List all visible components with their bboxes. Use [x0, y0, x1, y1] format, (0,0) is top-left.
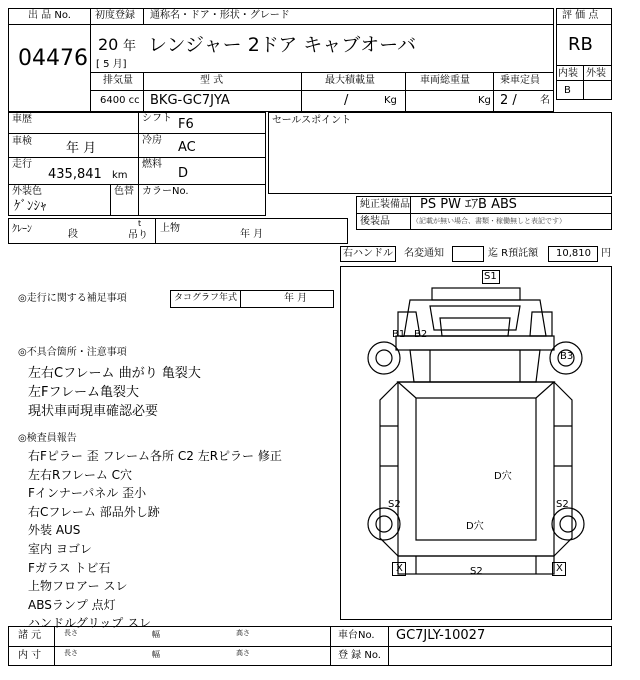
history-label: 車歴 — [12, 114, 32, 125]
reg-month: [ 5 月] — [96, 59, 127, 70]
exterior-label: 外装 — [586, 68, 606, 79]
yen: 円 — [601, 248, 611, 259]
gross-weight-label: 車両総重量 — [420, 75, 470, 86]
equipment-label: 純正装備品 — [360, 199, 410, 210]
tachograph-value: 年 月 — [284, 293, 308, 304]
inspector-line: 外装 AUS — [28, 523, 81, 538]
aftermarket-note: （記載が無い場合、書類・稼働無しと表記です） — [412, 217, 566, 225]
max-load-slash: / — [344, 93, 349, 108]
crane-hang: 吊り — [128, 230, 148, 241]
inspector-title: ◎検査員報告 — [18, 433, 77, 444]
equipment: PS PW ｴｱB ABS — [420, 197, 517, 212]
exterior-color: ｹﾞﾝｼｬ — [14, 199, 47, 214]
year-unit: 年 — [123, 39, 137, 54]
defect-line: 左右Cフレーム 曲がり 亀裂大 — [28, 366, 201, 381]
inner-length-label: 長さ — [64, 649, 78, 657]
reg-no-label: 登 録 No. — [338, 650, 381, 661]
chassis: GC7JLY-10027 — [396, 628, 486, 643]
mark-d-hole-2: D穴 — [466, 521, 484, 532]
max-load-unit: Kg — [384, 95, 397, 106]
steering: 右ハンドル — [343, 248, 393, 259]
inspection-value: 年 月 — [66, 141, 97, 156]
interior-score: B — [564, 85, 571, 96]
defect-line: 現状車両現車確認必要 — [28, 404, 159, 419]
defects-title: ◎不具合箇所・注意事項 — [18, 347, 127, 358]
mark-x-right-label: X — [556, 563, 563, 574]
inspector-line: 右Cフレーム 部品外し跡 — [28, 504, 160, 519]
score: RB — [568, 34, 593, 55]
first-reg-label: 初度登録 — [95, 10, 135, 21]
reg-year: 20 — [98, 35, 119, 54]
mileage-unit: km — [112, 170, 128, 181]
defects-list — [28, 362, 201, 419]
distance-label: 迄 R預託額 — [488, 248, 539, 259]
score-label: 評 価 点 — [562, 10, 599, 21]
crane-ton: t — [138, 219, 142, 228]
upper-value: 年 月 — [240, 229, 264, 240]
mark-x-left-label: X — [396, 563, 403, 574]
inner-width-label: 幅 — [152, 650, 160, 659]
car-name: レンジャー 2ドア キャブオーバ — [148, 34, 417, 56]
inspector-list — [28, 447, 282, 633]
mark-s2-bottom: S2 — [470, 566, 483, 577]
displacement-label: 排気量 — [103, 75, 133, 86]
inspector-line: ABSランプ 点灯 — [28, 597, 116, 612]
inspector-line: 右Fピラー 歪 フレーム各所 C2 左Rピラー 修正 — [28, 449, 282, 463]
model: BKG-GC7JYA — [150, 93, 230, 108]
name-change-label: 名変通知 — [404, 248, 444, 259]
crane-stage: 段 — [68, 229, 78, 240]
specs-block — [8, 112, 266, 216]
height-label: 高さ — [236, 629, 250, 637]
inner-label: 内 寸 — [18, 650, 42, 661]
model-label: 型 式 — [200, 75, 224, 86]
inspector-line: Fガラス トビ石 — [28, 560, 111, 575]
mark-d-hole-1: D穴 — [494, 471, 512, 482]
aftermarket-label: 後装品 — [360, 216, 390, 227]
supplement-title: ◎走行に関する補足事項 — [18, 293, 127, 304]
shift: F6 — [178, 117, 194, 132]
sales-point-label: セールスポイント — [272, 115, 352, 126]
mark-s2-left: S2 — [388, 499, 401, 510]
inspector-line: 上物フロアー スレ — [28, 579, 128, 594]
inspector-line: 左右Rフレーム C穴 — [28, 467, 133, 482]
inspector-line: Fインナーパネル 歪小 — [28, 486, 147, 501]
recycle-fee: 10,810 — [556, 248, 591, 259]
inspection-label: 車検 — [12, 136, 32, 147]
mileage-label: 走行 — [12, 159, 32, 170]
fuel: D — [178, 166, 189, 181]
inner-height-label: 高さ — [236, 649, 250, 657]
capacity-unit: 名 — [540, 95, 550, 106]
interior-label: 内装 — [558, 68, 578, 79]
fuel-label: 燃料 — [142, 159, 162, 170]
car-name-label: 通称名・ドア・形状・グレード — [150, 10, 290, 21]
color-change-label: 色替 — [114, 186, 134, 197]
width-label: 幅 — [152, 630, 160, 639]
exterior-color-label: 外装色 — [12, 186, 42, 197]
name-change-box — [452, 246, 484, 262]
mark-b1-label: B1 — [392, 329, 406, 340]
mark-b3-label: B3 — [560, 351, 574, 362]
capacity: 2 / — [500, 93, 517, 108]
max-load-label: 最大積載量 — [325, 75, 375, 86]
inspector-line: ハンドルグリップ スレ — [28, 616, 152, 631]
defect-line: 左Fフレーム亀裂大 — [28, 385, 139, 400]
length-label: 長さ — [64, 629, 78, 637]
displacement: 6400 cc — [100, 95, 140, 106]
crane-label: ｸﾚｰﾝ — [12, 224, 32, 235]
upper-label: 上物 — [160, 223, 180, 234]
shift-label: シフト — [142, 113, 172, 124]
aircon-label: 冷房 — [142, 135, 162, 146]
dimensions-label: 諸 元 — [18, 630, 42, 641]
aircon: AC — [178, 140, 196, 155]
lot-no-label: 出 品 No. — [28, 10, 71, 21]
mark-s2-right: S2 — [556, 499, 569, 510]
chassis-label: 車台No. — [338, 630, 375, 641]
mileage: 435,841 — [48, 167, 102, 182]
tachograph-label: タコグラフ年式 — [174, 293, 238, 303]
capacity-label: 乗車定員 — [500, 75, 540, 86]
lot-no: 04476 — [18, 46, 88, 71]
gross-weight-unit: Kg — [478, 95, 491, 106]
color-no-label: カラーNo. — [142, 186, 189, 197]
mark-b2-label: B2 — [414, 329, 428, 340]
mark-s1-label: S1 — [484, 271, 497, 282]
inspector-line: 室内 ヨゴレ — [28, 541, 92, 556]
